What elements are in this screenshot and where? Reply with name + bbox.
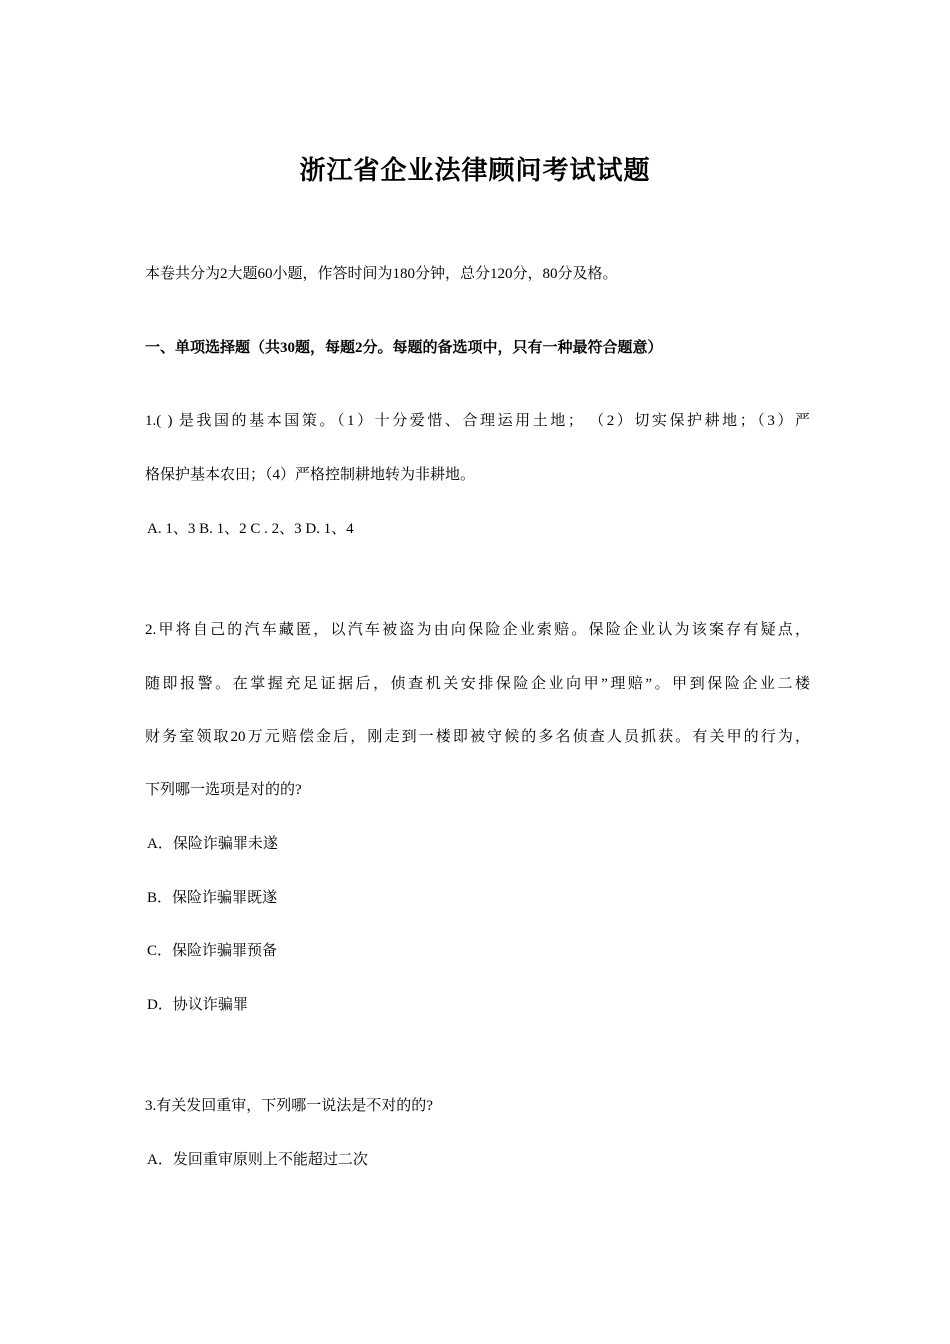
question-2-option-c: C．保险诈骗罪预备	[147, 943, 278, 959]
question-1-line-1: 1.( ) 是我国的基本国策。（1）十分爱惜、合理运用土地； （2）切实保护耕地；（3）严	[145, 413, 810, 429]
exam-intro: 本卷共分为2大题60小题，作答时间为180分钟，总分120分，80分及格。	[145, 266, 618, 282]
section-heading: 一、单项选择题（共30题，每题2分。每题的备选项中，只有一种最符合题意）	[145, 340, 663, 356]
question-2-line-1: 2.甲将自己的汽车藏匿，以汽车被盗为由向保险企业索赔。保险企业认为该案存有疑点，	[145, 622, 810, 638]
question-2-line-3: 财务室领取20万元赔偿金后，刚走到一楼即被守候的多名侦查人员抓获。有关甲的行为，	[145, 729, 810, 745]
question-2-option-d: D．协议诈骗罪	[147, 997, 248, 1013]
question-2-option-a: A．保险诈骗罪未遂	[147, 836, 278, 852]
question-1-line-2: 格保护基本农田；（4）严格控制耕地转为非耕地。	[145, 467, 476, 483]
question-3-option-a: A．发回重审原则上不能超过二次	[147, 1152, 368, 1168]
question-2-option-b: B．保险诈骗罪既遂	[147, 890, 278, 906]
question-1-options: A. 1、3 B. 1、2 C . 2、3 D. 1、4	[147, 521, 354, 537]
question-2-line-2: 随即报警。在掌握充足证据后，侦查机关安排保险企业向甲”理赔”。甲到保险企业二楼	[145, 676, 810, 692]
question-2-line-4: 下列哪一选项是对的的?	[145, 782, 302, 798]
question-3-line-1: 3.有关发回重审，下列哪一说法是不对的的?	[145, 1098, 433, 1114]
document-title: 浙江省企业法律顾问考试试题	[299, 156, 651, 185]
